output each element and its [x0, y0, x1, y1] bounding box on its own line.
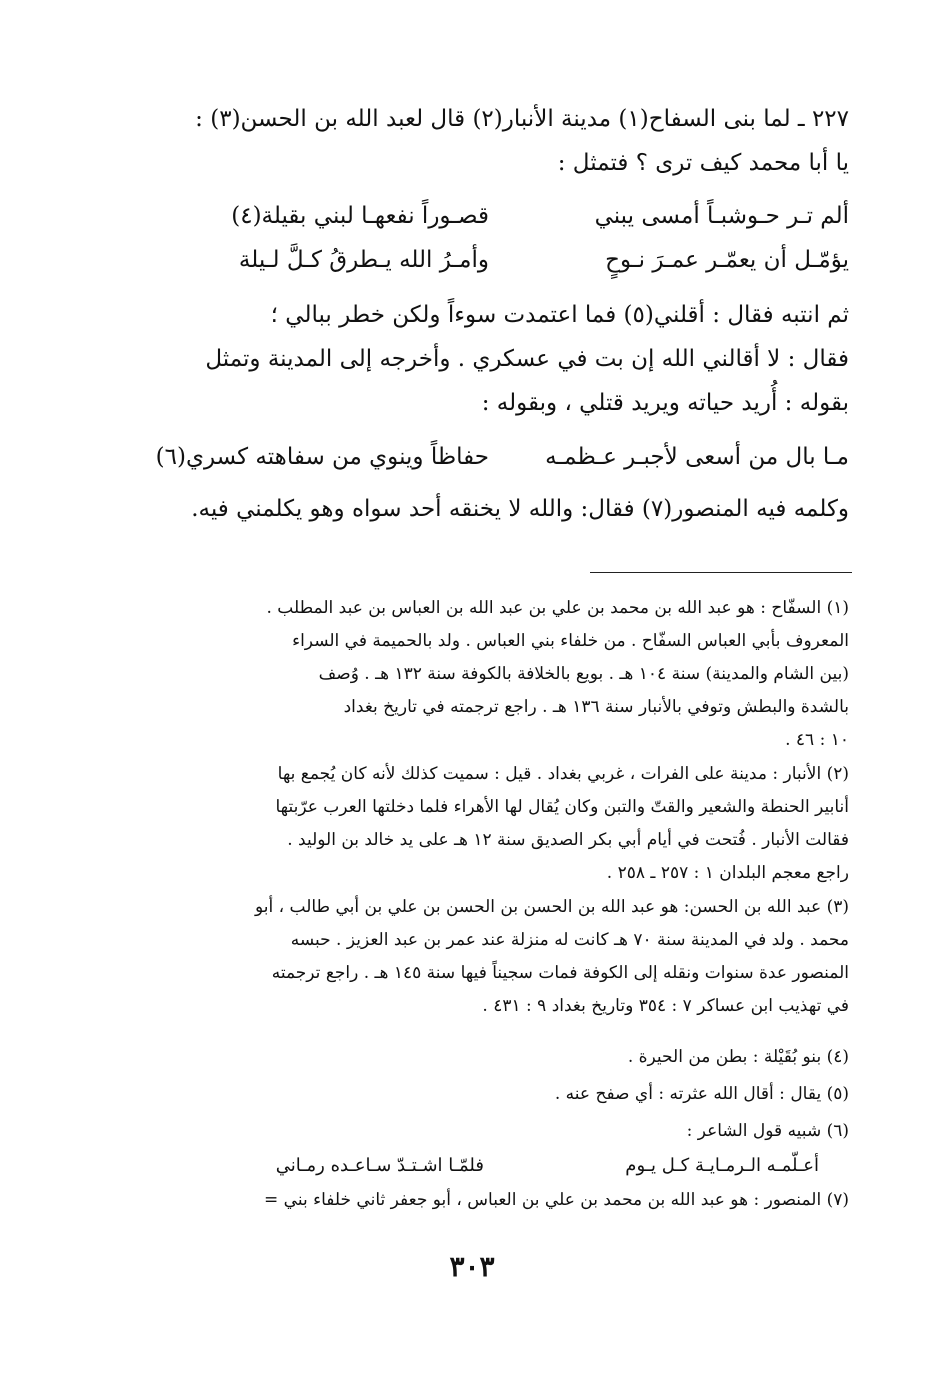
verse-hemistich: قصـوراً نفعهـا لبني بقيلة(٤) — [231, 203, 489, 229]
footnote-line: (١) السفّاح : هو عبد الله بن محمد بن علي بن عبد الله بن العباس بن عبد المطلب . — [266, 598, 849, 618]
footnote-line: بالشدة والبطش وتوفي بالأنبار سنة ١٣٦ هـ . راجع ترجمته في تاريخ بغداد — [343, 697, 849, 717]
footnote-line: (٦) شبيه قول الشاعر : — [686, 1121, 849, 1141]
footnote-line: (٣) عبد الله بن الحسن: هو عبد الله بن الحسن بن الحسن بن علي بن أبي طالب ، أبو — [254, 897, 849, 917]
verse-hemistich: مـا بال من أسعى لأجبـر عـظمـه — [545, 444, 849, 470]
footnote-line: فقالت الأنبار . فُتحت في أيام أبي بكر الصديق سنة ١٢ هـ على يد خالد بن الوليد . — [287, 830, 849, 850]
footnote-line: (بين الشام والمدينة) سنة ١٠٤ هـ . بويع بالخلافة بالكوفة سنة ١٣٢ هـ . وُصف — [318, 664, 849, 684]
footnote-line: (٧) المنصور : هو عبد الله بن محمد بن علي بن العباس ، أبو جعفر ثاني خلفاء بني = — [264, 1190, 849, 1210]
paragraph-line: بقوله : أُريد حياته ويريد قتلي ، وبقوله : — [481, 390, 849, 416]
paragraph-line: فقال : لا أقالني الله إن بت في عسكري . وأخرجه إلى المدينة وتمثل — [205, 346, 849, 372]
footnote-line: محمد . ولد في المدينة سنة ٧٠ هـ كانت له منزلة عند عمر بن عبد العزيز . حبسه — [290, 930, 849, 950]
footnote-verse-hemistich: فلمّـا اشـتـدّ سـاعـده رمـاني — [275, 1155, 484, 1176]
verse-hemistich: ألم تـر حـوشبـاً أمسى يبني — [594, 203, 849, 229]
footnote-line: راجع معجم البلدان ١ : ٢٥٧ ـ ٢٥٨ . — [606, 863, 849, 883]
footnote-line: (٥) يقال : أقال الله عثرته : أي صفح عنه . — [554, 1084, 849, 1104]
verse-hemistich: يؤمّـل أن يعمّـر عمـرَ نـوحٍ — [605, 247, 849, 273]
paragraph-line: وكلمه فيه المنصور(٧) فقال: والله لا يخنقه أحد سواه وهو يكلمني فيه. — [191, 496, 849, 522]
paragraph-line: يا أبا محمد كيف ترى ؟ فتمثل : — [557, 150, 849, 176]
paragraph-line: ثم انتبه فقال : أقلني(٥) فما اعتمدت سوءاً ولكن خطر ببالي ؛ — [270, 302, 849, 328]
paragraph-line: ٢٢٧ ـ لما بنى السفاح(١) مدينة الأنبار(٢) قال لعبد الله بن الحسن(٣) : — [195, 106, 849, 132]
footnote-line: المنصور عدة سنوات ونقله إلى الكوفة فمات سجيناً فيها سنة ١٤٥ هـ . راجع ترجمته — [271, 963, 849, 983]
footnote-line: (٤) بنو بُقَيْلة : بطن من الحيرة . — [627, 1047, 849, 1067]
footnote-separator — [590, 572, 852, 573]
footnote-line: أنابير الحنطة والشعير والقتّ والتبن وكان يُقال لها الأهراء فلما دخلتها العرب عرّبتها — [275, 797, 849, 817]
footnote-verse-hemistich: أعـلّمـه الـرمـايـة كـل يـوم — [625, 1155, 819, 1176]
verse-hemistich: وأمـرُ الله يـطرقُ كـلَّ لـيلة — [238, 247, 489, 273]
footnote-line: المعروف بأبي العباس السفّاح . من خلفاء بني العباس . ولد بالحميمة في السراء — [292, 631, 849, 651]
footnote-line: في تهذيب ابن عساكر ٧ : ٣٥٤ وتاريخ بغداد ٩ : ٤٣١ . — [482, 996, 849, 1016]
page-number: ٣٠٣ — [449, 1250, 495, 1283]
footnote-line: ١٠ : ٤٦ . — [785, 730, 849, 750]
verse-hemistich: حفاظاً وينوي من سفاهته كسري(٦) — [155, 444, 489, 470]
footnote-line: (٢) الأنبار : مدينة على الفرات ، غربي بغداد . قيل : سميت كذلك لأنه كان يُجمع بها — [277, 764, 849, 784]
